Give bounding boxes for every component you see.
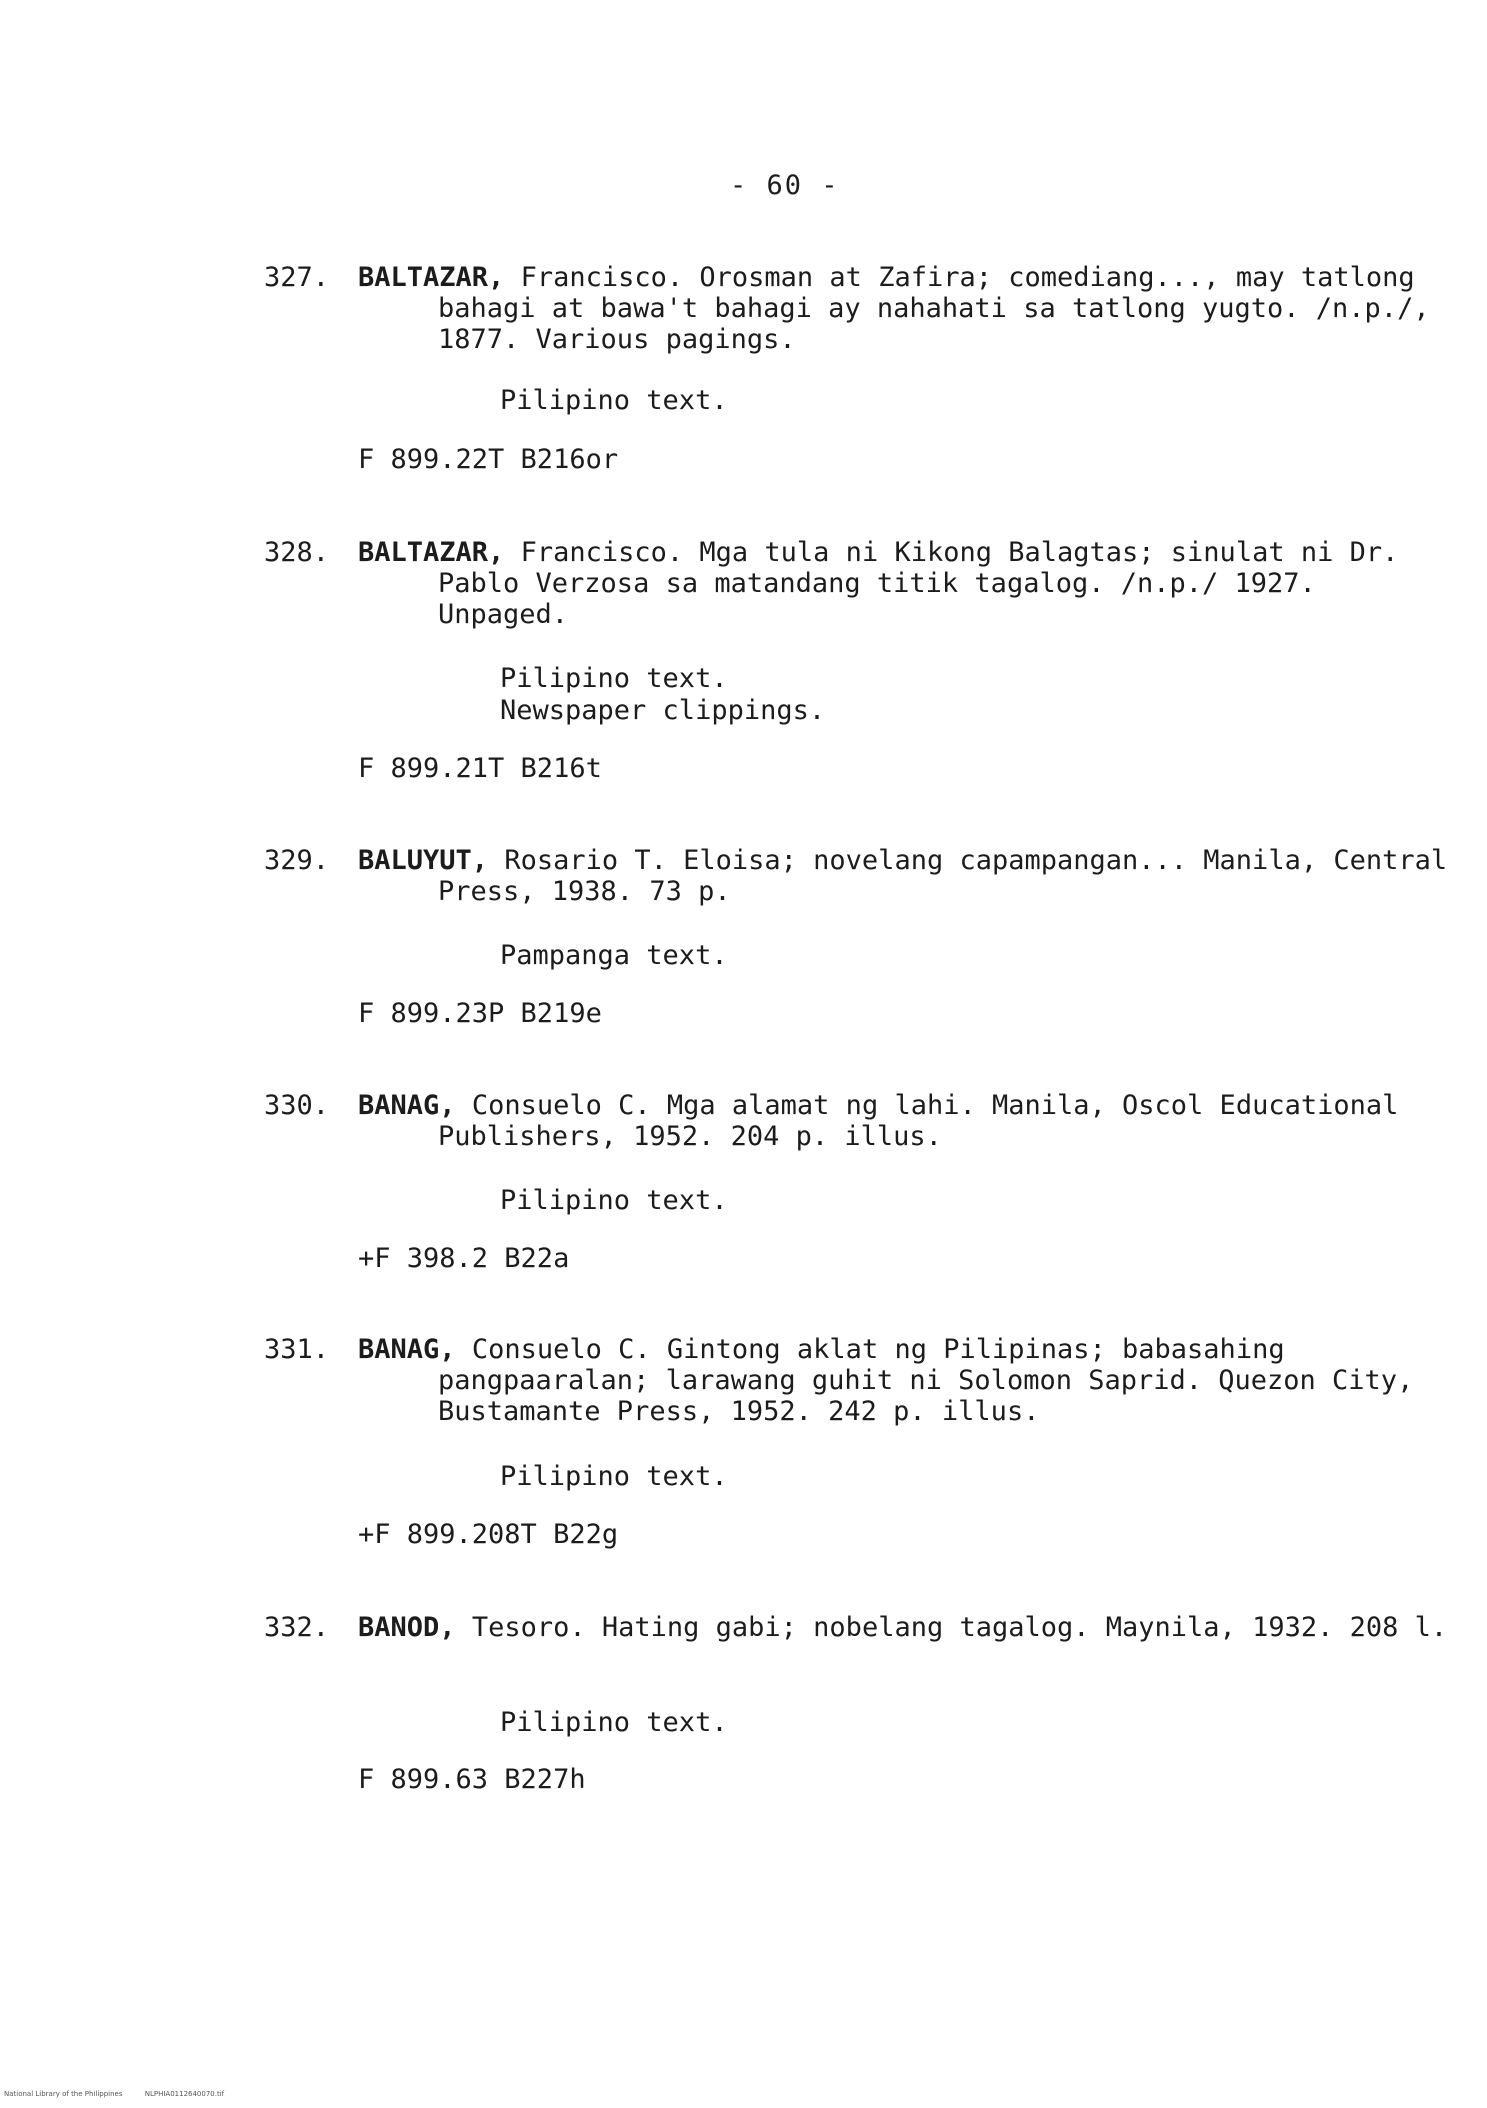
page-number: - 60 - [730,170,840,201]
call-number: F 899.23P B219e [358,998,602,1029]
entry-citation [358,845,1448,907]
call-number: F 899.63 B227h [358,1764,586,1795]
entry-number: 328. [264,537,330,568]
entry-note: Pilipino text. [500,1707,728,1738]
footer-library: National Library of the Philippines [4,2090,123,2098]
entry-citation-text: Tesoro. Hating gabi; nobelang tagalog. Maynila, 1932. 208 l. [471,1612,1448,1643]
entry-author: BALTAZAR, [358,537,505,568]
entry-citation-text: Consuelo C. Mga alamat ng lahi. Manila, Oscol Educational Publishers, 1952. 204 p. illus. [438,1090,1399,1152]
entry-note: Newspaper clippings. [500,695,826,726]
entry-note: Pilipino text. [500,385,728,416]
entry-citation [358,262,1448,355]
entry-citation [358,537,1448,630]
entry-author: BALTAZAR, [358,262,505,293]
entry-note: Pampanga text. [500,940,728,971]
entry-number: 331. [264,1334,330,1365]
entry-author: BANAG, [358,1090,456,1121]
entry-number: 329. [264,845,330,876]
scan-footer [4,2090,244,2098]
entry-number: 330. [264,1090,330,1121]
entry-citation-text: Consuelo C. Gintong aklat ng Pilipinas; babasahing pangpaaralan; larawang guhit ni Solomon Saprid. Quezon City, Bustamante Press, 1952. 242 p. illus. [438,1334,1414,1427]
entry-note: Pilipino text. [500,1185,728,1216]
entry-citation-text: Francisco. Mga tula ni Kikong Balagtas; sinulat ni Dr. Pablo Verzosa sa matandang titik tagalog. /n.p./ 1927. Unpaged. [438,537,1399,630]
call-number: +F 398.2 B22a [358,1243,570,1274]
call-number: +F 899.208T B22g [358,1519,619,1550]
entry-author: BALUYUT, [358,845,489,876]
entry-note: Pilipino text. [500,663,728,694]
entry-citation-text: Rosario T. Eloisa; novelang capampangan... Manila, Central Press, 1938. 73 p. [438,845,1448,907]
entry-note: Pilipino text. [500,1461,728,1492]
entry-number: 327. [264,262,330,293]
footer-file: NLPHIA0112640070.tif [144,2090,225,2098]
entry-citation [358,1090,1448,1152]
entry-citation [358,1334,1448,1427]
entry-citation-text: Francisco. Orosman at Zafira; comediang..., may tatlong bahagi at bawa't bahagi ay nahahati sa tatlong yugto. /n.p./, 1877. Various pagings. [438,262,1430,355]
entry-citation [358,1612,1448,1643]
entry-author: BANAG, [358,1334,456,1365]
call-number: F 899.21T B216t [358,753,602,784]
call-number: F 899.22T B216or [358,444,619,475]
entry-author: BANOD, [358,1612,456,1643]
entry-number: 332. [264,1612,330,1643]
